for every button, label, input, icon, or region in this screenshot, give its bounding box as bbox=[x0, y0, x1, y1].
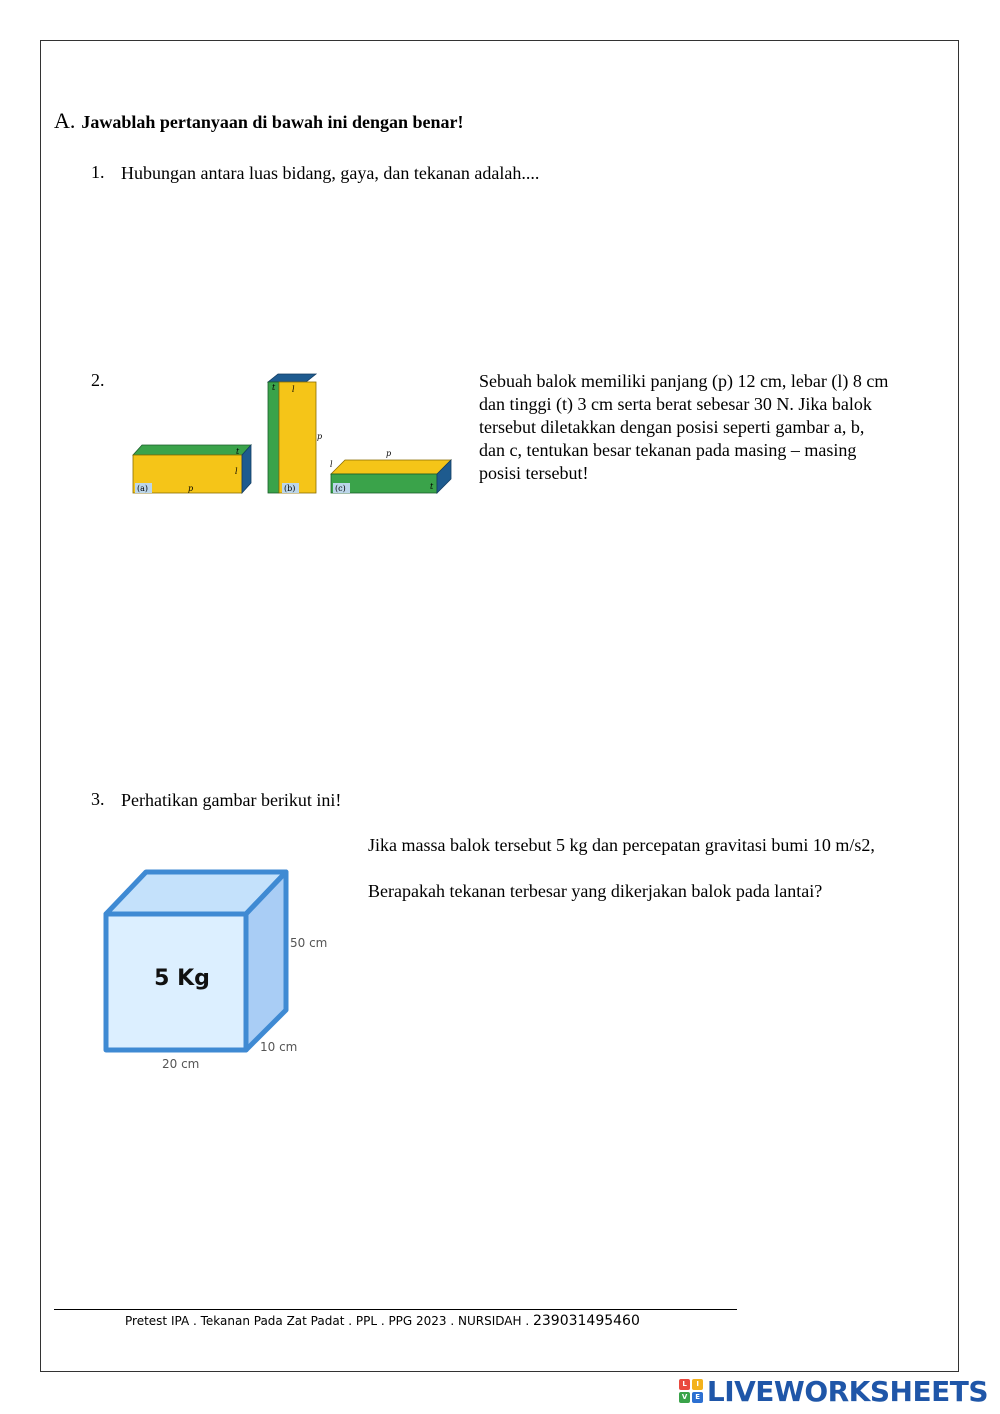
dim-l-a: l bbox=[235, 467, 238, 476]
question-2-number: 2. bbox=[91, 370, 105, 390]
question-2-line: dan tinggi (t) 3 cm serta berat sebesar 30 N. Jika balok bbox=[479, 394, 872, 414]
liveworksheets-brand bbox=[679, 1373, 988, 1409]
question-3-detail-2: Berapakah tekanan terbesar yang dikerjakan balok pada lantai? bbox=[368, 881, 823, 901]
depth-label: 10 cm bbox=[260, 1040, 298, 1054]
mass-label: 5 Kg bbox=[154, 966, 210, 991]
dim-t-a: t bbox=[236, 447, 240, 456]
question-1-text: Hubungan antara luas bidang, gaya, dan tekanan adalah.... bbox=[121, 163, 540, 183]
question-3-number: 3. bbox=[91, 789, 105, 809]
dim-p-b: p bbox=[317, 432, 323, 441]
section-letter: A. bbox=[54, 108, 76, 133]
block-b bbox=[268, 374, 322, 493]
label-a: (a) bbox=[137, 484, 149, 493]
section-heading bbox=[54, 108, 463, 134]
dim-p-a: p bbox=[188, 484, 194, 493]
page-border bbox=[40, 40, 959, 1372]
footer bbox=[125, 1313, 640, 1329]
footer-text: Pretest IPA . Tekanan Pada Zat Padat . PPL . PPG 2023 . NURSIDAH . bbox=[125, 1314, 533, 1328]
dim-l-c: l bbox=[330, 460, 333, 469]
dim-t-c: t bbox=[430, 482, 434, 491]
question-2-text bbox=[479, 370, 949, 485]
block-c bbox=[330, 449, 451, 493]
question-2-line: dan c, tentukan besar tekanan pada masing – masing bbox=[479, 440, 857, 460]
dim-l-b: l bbox=[292, 385, 295, 394]
liveworksheets-logo-icon: L I V E bbox=[679, 1379, 703, 1403]
footer-rule bbox=[54, 1309, 737, 1310]
question-2-line: posisi tersebut! bbox=[479, 463, 589, 483]
dim-t-b: t bbox=[272, 383, 276, 392]
block-a bbox=[133, 445, 251, 493]
question-2-line: tersebut diletakkan dengan posisi seperti gambar a, b, bbox=[479, 417, 865, 437]
label-c: (c) bbox=[335, 484, 346, 493]
question-3-detail-1: Jika massa balok tersebut 5 kg dan percepatan gravitasi bumi 10 m/s2, bbox=[368, 835, 875, 855]
label-b: (b) bbox=[284, 484, 296, 493]
brand-name: LIVEWORKSHEETS bbox=[706, 1374, 988, 1408]
width-label: 20 cm bbox=[162, 1057, 200, 1071]
height-label: 50 cm bbox=[290, 936, 328, 950]
mass-box-figure bbox=[96, 864, 346, 1079]
footer-id-number: 239031495460 bbox=[532, 1313, 640, 1329]
question-2-line: Sebuah balok memiliki panjang (p) 12 cm, lebar (l) 8 cm bbox=[479, 371, 889, 391]
dim-p-c: p bbox=[386, 449, 392, 458]
section-title: Jawablah pertanyaan di bawah ini dengan benar! bbox=[81, 112, 464, 132]
question-3-text: Perhatikan gambar berikut ini! bbox=[121, 790, 342, 810]
block-positions-figure bbox=[120, 368, 460, 503]
question-1-number: 1. bbox=[91, 162, 105, 182]
